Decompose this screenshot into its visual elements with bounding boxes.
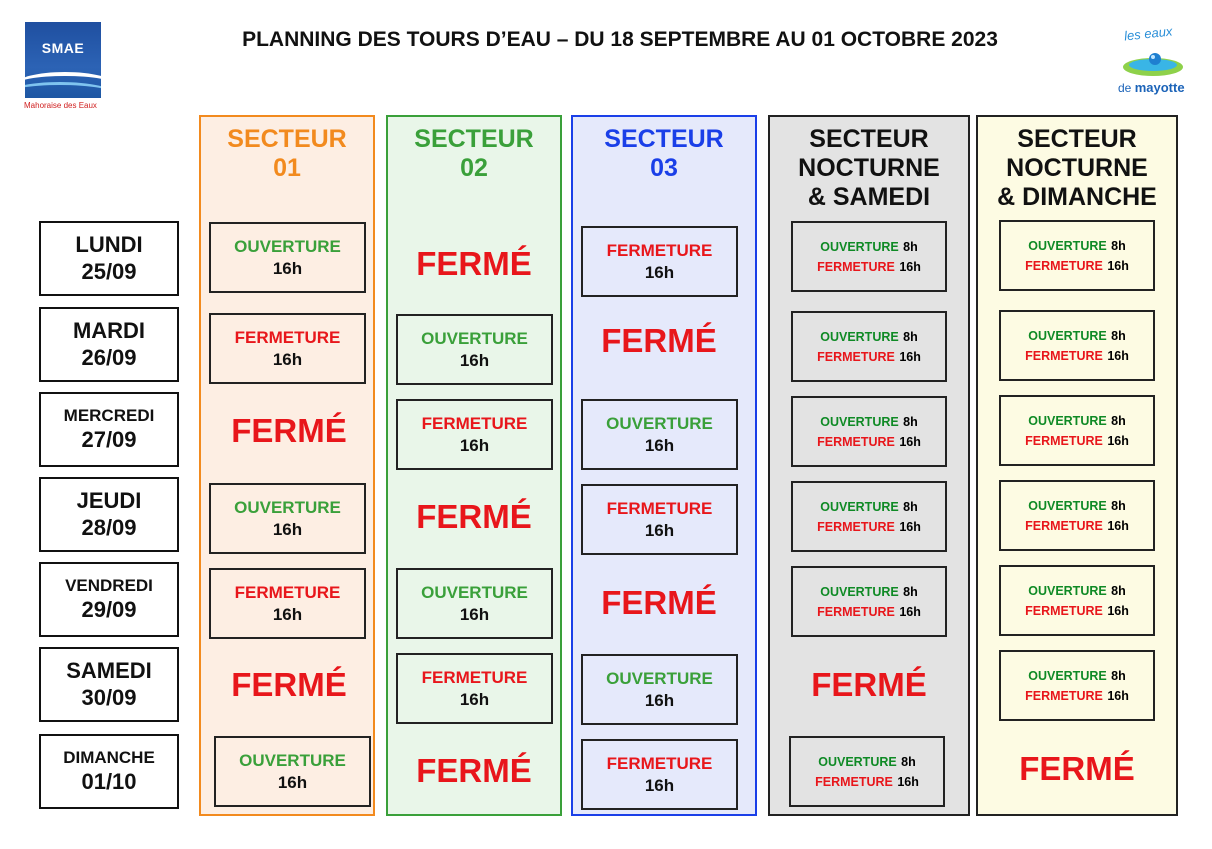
sector-title: SECTEUR NOCTURNE & DIMANCHE: [997, 125, 1157, 211]
smae-brand: SMAE: [41, 40, 85, 56]
schedule-cell-ouverture: OUVERTURE 16h: [581, 654, 738, 725]
day-label: MARDI 26/09: [39, 307, 179, 382]
schedule-cell-ouverture: OUVERTURE 16h: [209, 222, 366, 293]
water-drop-icon: [1118, 50, 1188, 80]
smae-tagline: Mahoraise des Eaux: [24, 101, 97, 110]
schedule-cell-ouverture: OUVERTURE 16h: [396, 314, 553, 385]
schedule-cell-fermeture: FERMETURE 16h: [209, 568, 366, 639]
day-label: LUNDI 25/09: [39, 221, 179, 296]
schedule-cell-ferme: FERMÉ: [416, 752, 532, 789]
schedule-cell-fermeture: FERMETURE 16h: [396, 653, 553, 724]
eaux-logo-bottom: de mayotte: [1118, 80, 1185, 95]
schedule-cell-ferme: FERMÉ: [231, 666, 347, 703]
schedule-cell-ouverture: OUVERTURE 16h: [581, 399, 738, 470]
schedule-cell-ouverture: OUVERTURE 16h: [214, 736, 371, 807]
schedule-cell-ouverture: OUVERTURE 16h: [396, 568, 553, 639]
schedule-cell-nocturne: OUVERTURE 8h FERMETURE 16h: [791, 566, 947, 637]
smae-logo: [25, 22, 101, 98]
schedule-cell-fermeture: FERMETURE 16h: [209, 313, 366, 384]
schedule-cell-nocturne: OUVERTURE 8h FERMETURE 16h: [791, 221, 947, 292]
day-label: MERCREDI 27/09: [39, 392, 179, 467]
day-label: SAMEDI 30/09: [39, 647, 179, 722]
schedule-cell-ferme: FERMÉ: [811, 666, 927, 703]
day-label: VENDREDI 29/09: [39, 562, 179, 637]
page-title: PLANNING DES TOURS D’EAU – DU 18 SEPTEMBRE AU 01 OCTOBRE 2023: [242, 28, 998, 51]
day-label: DIMANCHE 01/10: [39, 734, 179, 809]
schedule-cell-nocturne: OUVERTURE 8h FERMETURE 16h: [999, 310, 1155, 381]
schedule-cell-nocturne: OUVERTURE 8h FERMETURE 16h: [791, 481, 947, 552]
schedule-cell-ferme: FERMÉ: [231, 412, 347, 449]
sector-title: SECTEUR 02: [414, 125, 534, 182]
eaux-logo-top: les eaux: [1123, 23, 1174, 44]
schedule-cell-fermeture: FERMETURE 16h: [581, 739, 738, 810]
schedule-cell-nocturne: OUVERTURE 8h FERMETURE 16h: [999, 565, 1155, 636]
schedule-cell-fermeture: FERMETURE 16h: [581, 484, 738, 555]
schedule-cell-nocturne: OUVERTURE 8h FERMETURE 16h: [791, 311, 947, 382]
schedule-cell-ferme: FERMÉ: [601, 584, 717, 621]
schedule-cell-ouverture: OUVERTURE 16h: [209, 483, 366, 554]
schedule-cell-ferme: FERMÉ: [1019, 750, 1135, 787]
sector-title: SECTEUR 01: [227, 125, 347, 182]
sector-column-01: [199, 115, 375, 816]
day-label: JEUDI 28/09: [39, 477, 179, 552]
schedule-cell-nocturne: OUVERTURE 8h FERMETURE 16h: [999, 395, 1155, 466]
schedule-cell-nocturne: OUVERTURE 8h FERMETURE 16h: [791, 396, 947, 467]
schedule-cell-nocturne: OUVERTURE 8h FERMETURE 16h: [999, 220, 1155, 291]
schedule-cell-nocturne: OUVERTURE 8h FERMETURE 16h: [999, 480, 1155, 551]
schedule-cell-ferme: FERMÉ: [416, 245, 532, 282]
sector-title: SECTEUR NOCTURNE & SAMEDI: [798, 125, 940, 211]
schedule-cell-ferme: FERMÉ: [601, 322, 717, 359]
schedule-cell-nocturne: OUVERTURE 8h FERMETURE 16h: [999, 650, 1155, 721]
schedule-cell-ferme: FERMÉ: [416, 498, 532, 535]
schedule-cell-fermeture: FERMETURE 16h: [581, 226, 738, 297]
schedule-cell-nocturne: OUVERTURE 8h FERMETURE 16h: [789, 736, 945, 807]
sector-title: SECTEUR 03: [604, 125, 724, 182]
schedule-cell-fermeture: FERMETURE 16h: [396, 399, 553, 470]
